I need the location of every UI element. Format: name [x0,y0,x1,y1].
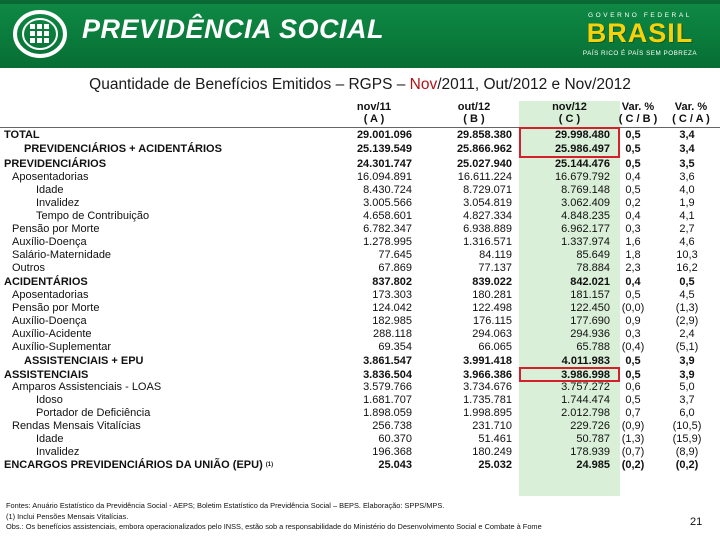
row-label-text: Idade [36,433,64,445]
value-nov11: 3.836.504 [363,369,412,381]
var-c-a: 2,4 [679,328,695,340]
value-nov11: 29.001.096 [356,129,412,141]
var-c-b: 0,5 [625,369,641,381]
var-c-b: 0,6 [625,381,641,393]
value-nov12: 8.769.148 [561,184,610,196]
highlight-box-assistenciais [519,367,620,382]
value-out12: 51.461 [478,433,512,445]
value-nov12: 181.157 [570,289,610,301]
value-nov12: 2.012.798 [561,407,610,419]
row-label [24,143,222,155]
value-out12: 16.611.224 [457,171,512,183]
value-out12: 77.137 [478,262,512,274]
value-nov12: 78.884 [576,262,610,274]
value-out12: 3.054.819 [463,197,512,209]
value-nov12: 842.021 [570,276,610,288]
table-row [0,328,720,340]
row-label [24,355,144,367]
value-nov12: 1.337.974 [561,236,610,248]
var-c-a: 1,9 [679,197,695,209]
column-header-c [529,101,610,125]
governo-federal-label: GOVERNO FEDERAL [587,12,692,19]
row-label-text: Rendas Mensais Vitalícias [12,420,141,432]
row-label [4,158,106,170]
table-row [0,355,720,367]
value-nov11: 173.303 [372,289,412,301]
page-number: 21 [690,516,703,528]
column-header-top: nov/12 [552,101,587,113]
value-out12: 180.249 [472,446,512,458]
gov-slogan: PAÍS RICO É PAÍS SEM POBREZA [582,50,698,57]
value-nov11: 60.370 [378,433,412,445]
var-c-a: 16,2 [676,262,698,274]
footnotes [6,501,646,533]
table-row [0,249,720,261]
row-label-text: Amparos Assistenciais - LOAS [12,381,162,393]
table-row [0,158,720,170]
table-row [0,184,720,196]
row-label-text: Portador de Deficiência [36,407,151,419]
table-row [0,407,720,419]
table-row [0,459,720,471]
value-out12: 6.938.889 [463,223,512,235]
row-label-text: TOTAL [4,129,40,141]
var-c-b: (0,4) [621,341,645,353]
row-label-text: Outros [12,262,46,274]
var-c-b: 0,5 [625,289,641,301]
row-label-text: Salário-Maternidade [12,249,112,261]
table-row [0,394,720,406]
value-nov12: 25.144.476 [554,158,610,170]
var-c-a: 5,0 [679,381,695,393]
row-label [36,433,64,445]
value-nov11: 16.094.891 [356,171,412,183]
value-nov12: 3.062.409 [561,197,610,209]
banner-stripe [0,0,720,4]
var-c-a: 0,5 [679,276,695,288]
column-header-b [436,101,512,125]
value-out12: 176.115 [473,315,512,327]
row-label [12,236,87,248]
brasil-wordmark: BRASIL [586,18,694,48]
var-c-a: (8,9) [675,446,699,458]
value-nov11: 1.898.059 [363,407,412,419]
value-nov11: 124.042 [372,302,412,314]
column-header-bottom: ( A ) [363,113,385,125]
title-accent: Nov [409,76,438,93]
value-nov11: 69.354 [378,341,412,353]
row-label [4,276,88,288]
value-out12: 180.281 [472,289,512,301]
value-nov11: 8.430.724 [363,184,412,196]
highlight-box-total [519,127,620,158]
value-nov11: 25.139.549 [356,143,412,155]
var-c-a: (2,9) [675,315,699,327]
header-banner [0,0,720,68]
footnote-obs: Obs.: Os benefícios assistenciais, embora operacionalizados pelo INSS, estão sob a responsabilidade do Ministério do Desenvolvimento Social e Combate à Fome [6,522,542,531]
value-nov11: 182.985 [372,315,412,327]
row-label-text: Invalidez [36,446,80,458]
value-nov12: 50.787 [576,433,610,445]
table-row [0,315,720,327]
column-header-top: Var. % [621,101,655,113]
var-c-a: (0,2) [675,459,699,471]
value-out12: 84.119 [479,249,512,261]
row-label-text: Auxílio-Doença [12,315,87,327]
value-nov11: 3.579.766 [363,381,412,393]
value-out12: 3.991.418 [463,355,512,367]
table-row [0,420,720,432]
table-row [0,446,720,458]
var-c-a: 2,7 [679,223,695,235]
var-c-b: 0,7 [625,407,641,419]
value-out12: 66.065 [478,341,512,353]
row-label [12,328,92,340]
value-nov11: 3.005.566 [363,197,412,209]
row-label-text: Tempo de Contribuição [36,210,150,222]
value-nov11: 3.861.547 [363,355,412,367]
value-nov11: 1.278.995 [363,236,412,248]
value-out12: 294.063 [472,328,512,340]
value-nov12: 29.998.480 [554,129,610,141]
row-label [12,262,45,274]
var-c-b: (0,9) [621,420,645,432]
row-label-text: Auxílio-Doença [12,236,87,248]
row-label [12,171,88,183]
row-label-text: ASSISTENCIAIS [4,369,89,381]
table-row [0,302,720,314]
var-c-a: (1,3) [675,302,699,314]
value-nov11: 837.802 [372,276,412,288]
row-label-text: Auxílio-Acidente [12,328,92,340]
row-label [36,394,63,406]
value-out12: 4.827.334 [463,210,512,222]
table-row [0,433,720,445]
var-c-b: 0,3 [625,223,641,235]
var-c-b: 0,5 [625,355,641,367]
row-label-text: Idoso [36,394,63,406]
table-row [0,276,720,288]
var-c-a: 3,4 [679,129,695,141]
slide-title [0,76,720,94]
var-c-b: 0,5 [625,394,641,406]
value-nov12: 6.962.177 [561,223,610,235]
var-c-a: 3,6 [679,171,695,183]
value-nov12: 1.744.474 [561,394,610,406]
row-label-text: Auxílio-Suplementar [12,341,112,353]
column-header-top: nov/11 [356,101,392,113]
table-row [0,197,720,209]
var-c-a: 10,3 [676,249,698,261]
row-label-text: ACIDENTÁRIOS [4,276,88,288]
value-out12: 3.966.386 [463,369,512,381]
value-nov12: 178.939 [570,446,610,458]
value-nov11: 288.118 [373,328,412,340]
var-c-a: 6,0 [679,407,695,419]
row-label [4,129,40,141]
var-c-b: (0,2) [621,459,645,471]
row-label-text: Idade [36,184,64,196]
var-c-a: 4,1 [679,210,695,222]
var-c-b: 0,4 [625,276,641,288]
row-label [36,197,79,209]
var-c-a: 3,5 [679,158,695,170]
value-out12: 839.022 [472,276,512,288]
value-nov11: 24.301.747 [356,158,412,170]
var-c-b: 0,9 [625,315,641,327]
value-out12: 25.027.940 [456,158,512,170]
row-label-text: PREVIDENCIÁRIOS [4,158,107,170]
var-c-b: (0,0) [621,302,645,314]
value-nov12: 25.986.497 [554,143,610,155]
row-label-text: Pensão por Morte [12,302,100,314]
var-c-b: 1,8 [625,249,641,261]
var-c-b: 0,4 [625,171,641,183]
row-label-text: Aposentadorias [12,171,89,183]
var-c-b: 0,5 [625,158,641,170]
value-nov12: 3.986.998 [561,369,610,381]
table-row [0,289,720,301]
row-label-text: PREVIDENCIÁRIOS + ACIDENTÁRIOS [24,143,222,155]
value-out12: 25.866.962 [456,143,512,155]
value-nov12: 85.649 [576,249,610,261]
value-nov11: 1.681.707 [363,394,412,406]
column-header-var-cb [612,101,664,125]
var-c-a: (10,5) [672,420,702,432]
table-row [0,381,720,393]
value-out12: 1.735.781 [463,394,512,406]
value-out12: 25.032 [478,459,512,471]
value-out12: 231.710 [472,420,512,432]
row-label [12,289,88,301]
row-label [36,446,79,458]
value-nov11: 196.368 [372,446,412,458]
var-c-a: (5,1) [675,341,699,353]
row-label [12,420,141,432]
value-nov11: 6.782.347 [363,223,412,235]
value-nov12: 24.985 [576,459,610,471]
var-c-a: 3,9 [679,369,695,381]
value-nov11: 256.738 [372,420,412,432]
table-row [0,236,720,248]
table-row [0,262,720,274]
table-row [0,171,720,183]
value-out12: 8.729.071 [463,184,512,196]
value-out12: 29.858.380 [456,129,512,141]
value-nov11: 77.645 [378,249,412,261]
var-c-a: 3,7 [679,394,695,406]
table-row [0,223,720,235]
var-c-b: 0,4 [625,210,641,222]
var-c-b: 2,3 [625,262,641,274]
row-label [36,407,150,419]
row-label [36,210,149,222]
row-label [12,223,99,235]
row-label-text: ASSISTENCIAIS + EPU [24,355,144,367]
var-c-b: 1,6 [625,236,641,248]
value-nov12: 3.757.272 [561,381,610,393]
row-label [12,302,99,314]
value-nov12: 16.679.792 [554,171,610,183]
value-out12: 3.734.676 [463,381,512,393]
footnote-1: (1) Inclui Pensões Mensais Vitalícias. [6,511,129,521]
governo-federal-logo [572,12,708,60]
var-c-a: 3,4 [679,143,695,155]
var-c-b: 0,2 [625,197,641,209]
var-c-a: 4,5 [679,289,695,301]
previdencia-logo-icon [13,9,67,59]
row-label-text: ENCARGOS PREVIDENCIÁRIOS DA UNIÃO (EPU) [4,459,263,471]
value-out12: 122.498 [472,302,512,314]
value-nov11: 4.658.601 [363,210,412,222]
column-header-bottom: ( C / A ) [672,113,710,125]
value-nov12: 294.936 [570,328,610,340]
value-nov12: 177.690 [570,315,610,327]
value-nov12: 4.011.983 [561,355,610,367]
row-label [12,341,111,353]
table-row [0,210,720,222]
column-header-bottom: ( C / B ) [618,113,658,125]
var-c-b: 0,3 [625,328,641,340]
var-c-b: 0,5 [625,184,641,196]
var-c-b: 0,5 [625,143,641,155]
title-rest: /2011, Out/2012 e Nov/2012 [437,76,631,93]
value-out12: 1.316.571 [463,236,512,248]
title-main: Quantidade de Benefícios Emitidos – RGPS – [89,76,410,93]
row-label [12,381,161,393]
row-label-text: Pensão por Morte [12,223,100,235]
value-nov12: 65.788 [576,341,610,353]
var-c-b: (0,7) [621,446,645,458]
row-label-text: Invalidez [36,197,80,209]
row-label [36,184,64,196]
column-header-bottom: ( B ) [463,113,485,125]
row-label [12,249,111,261]
brand-title: PREVIDÊNCIA SOCIAL [82,14,385,44]
var-c-a: (15,9) [672,433,702,445]
var-c-a: 3,9 [679,355,695,367]
row-footnote-marker: (1) [265,462,274,468]
row-label [12,315,87,327]
var-c-b: 0,5 [625,129,641,141]
value-nov11: 25.043 [378,459,412,471]
column-header-a [336,101,412,125]
footnote-source: Fontes: Anuário Estatístico da Previdência Social - AEPS; Boletim Estatístico da Previdência Social – BEPS. Elaboração: SPPS/MPS. [6,501,445,510]
var-c-a: 4,0 [679,184,695,196]
row-label-text: Aposentadorias [12,289,89,301]
column-header-bottom: ( C ) [558,113,581,125]
value-nov12: 229.726 [570,420,610,432]
value-nov12: 4.848.235 [561,210,610,222]
value-out12: 1.998.895 [463,407,512,419]
column-header-top: out/12 [457,101,491,113]
value-nov11: 67.869 [378,262,412,274]
row-label [4,459,273,471]
table-row [0,341,720,353]
var-c-b: (1,3) [621,433,645,445]
value-nov12: 122.450 [570,302,610,314]
column-header-var-ca [664,101,718,125]
var-c-a: 4,6 [679,236,695,248]
column-header-top: Var. % [674,101,708,113]
row-label [4,369,88,381]
